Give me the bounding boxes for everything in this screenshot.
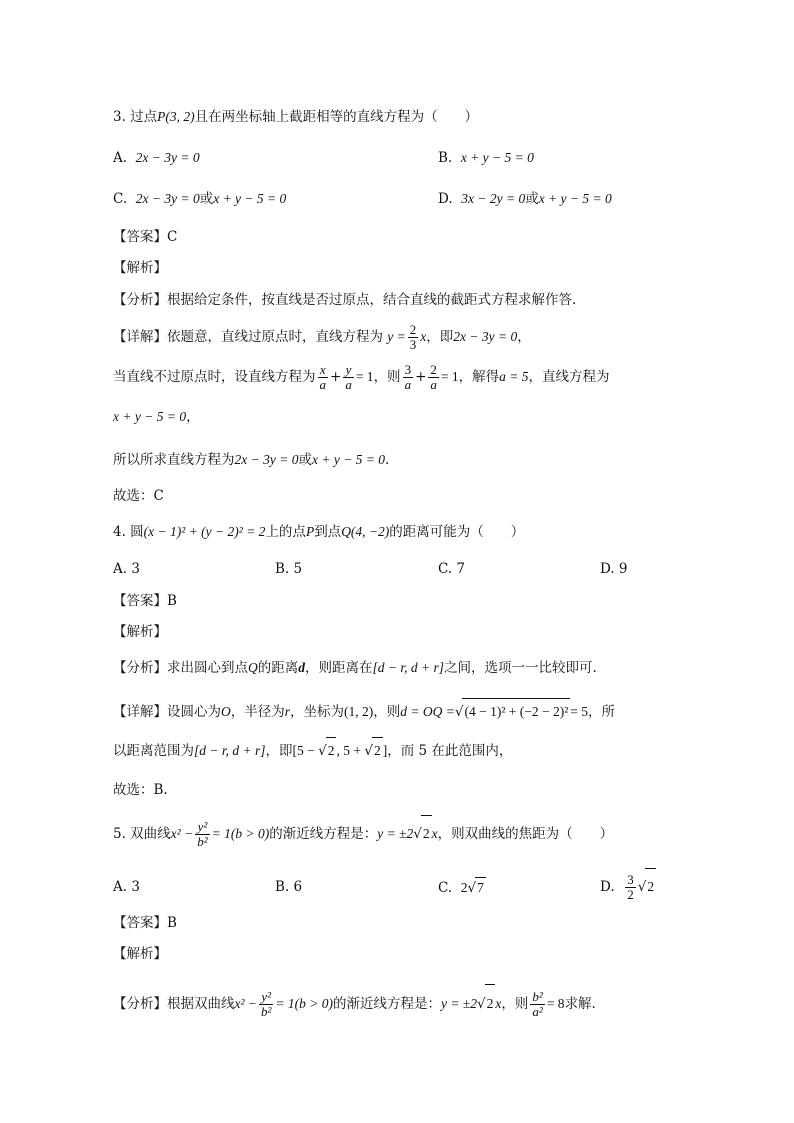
q4-option-d: D. 9 [600,561,628,577]
q3-xiangjie-line1: 【详解】依题意，直线过原点时，直线方程为 y = $\frac{2}{3}$ x，即2x − 3y = 0， [113,322,531,352]
q3-fenxi: 【分析】根据给定条件，按直线是否过原点，结合直线的截距式方程求解作答. [113,292,577,308]
q3-option-b: B. x + y − 5 = 0 [438,150,534,166]
q3-analysis-heading: 【解析】 [113,260,167,276]
q3-answer: 【答案】C [113,229,178,245]
q4-choose: 故选：B. [113,782,168,798]
q5-analysis-heading: 【解析】 [113,946,167,962]
q3-option-c: C. 2x − 3y = 0或x + y − 5 = 0 [113,191,287,207]
q5-answer: 【答案】B [113,915,177,931]
q4-analysis-heading: 【解析】 [113,624,167,640]
q3-xiangjie-line4: 所以所求直线方程为2x − 3y = 0或x + y − 5 = 0. [113,452,390,468]
q4-option-c: C. 7 [438,561,466,577]
q5-option-a: A. 3 [113,879,140,895]
q3-choose: 故选：C [113,488,164,504]
q5-fenxi: 【分析】根据双曲线x² − $\frac{\text{y²}}{\text{b²}}$ = 1(b > 0)的渐近线方程是：y = ±2√2 x，则 $\frac{\text{b²}}{\text{a²}}$ = 8求解. [113,984,596,1023]
q4-fenxi: 【分析】求出圆心到点Q的距离d，则距离在[d − r, d + r]之间，选项一一比较即可. [113,660,597,676]
q3-xiangjie-line2: 当直线不过原点时，设直线方程为 $\frac{x}{a}$ + $\frac{y}{a}$ = 1，则 $\frac{3}{a}$ + $\frac{2}{a}$ = 1，解得a = 5，直线方程为 [113,362,610,392]
q4-option-a: A. 3 [113,561,140,577]
q5-option-c: C. 2√7 [438,877,486,898]
q3-option-a: A. 2x − 3y = 0 [113,150,200,166]
q4-xiangjie-line2: 以距离范围为[d − r, d + r]，即[5 − √2 , 5 + √2 ]，而 5 在此范围内， [113,737,512,764]
q5-option-b: B. 6 [275,879,303,895]
q4-stem: 4. 圆(x − 1)² + (y − 2)² = 2上的点P到点Q(4, −2)的距离可能为（ ） [113,524,525,540]
q3-option-d: D. 3x − 2y = 0或x + y − 5 = 0 [438,191,612,207]
q4-option-b: B. 5 [275,561,303,577]
q4-xiangjie-line1: 【详解】设圆心为O，半径为r，坐标为(1, 2)，则d = OQ =√(4 − 1)² + (−2 − 2)² = 5，所 [113,698,615,725]
q3-stem: 3. 过点P(3, 2)且在两坐标轴上截距相等的直线方程为（ ） [113,109,479,125]
q5-stem: 5. 双曲线x² − $\frac{\text{y²}}{\text{b²}}$ = 1(b > 0)的渐近线方程是：y = ±2√2 x，则双曲线的焦距为（ ） [113,815,613,852]
q5-option-d: D. $\frac{3}{2}$ √2 [600,868,656,905]
q3-xiangjie-line3: x + y − 5 = 0， [113,409,200,425]
q4-answer: 【答案】B [113,593,177,609]
